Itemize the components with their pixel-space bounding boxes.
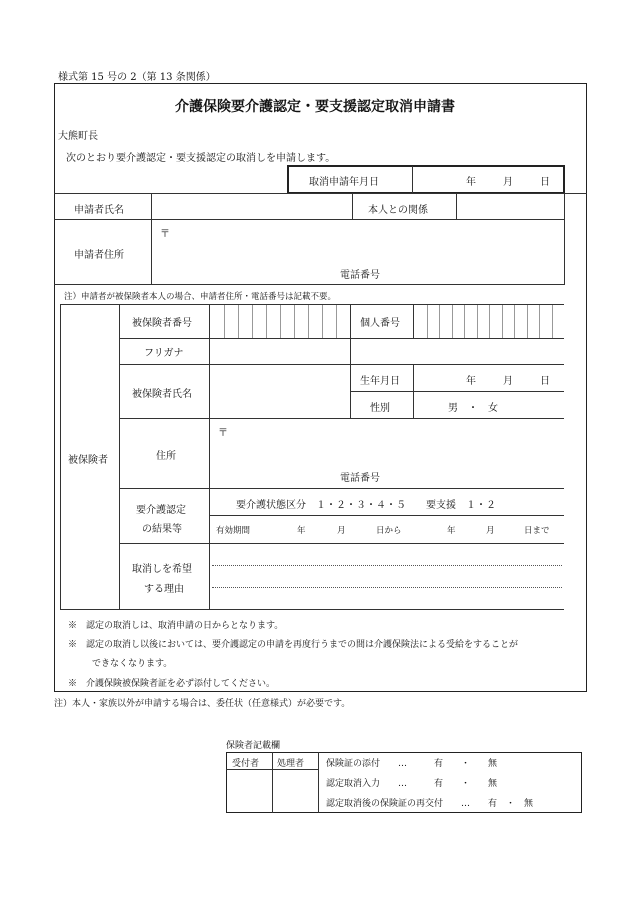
reason-label-line1: 取消しを希望 [132,564,192,575]
validity-month-from: 月 [337,526,346,536]
reason-label-line2: する理由 [144,584,184,595]
receiver-label: 受付者 [232,759,260,769]
note-1: ※ 認定の取消しは、取消申請の日からとなります。 [68,621,284,631]
birth-date-label: 生年月日 [360,376,400,387]
insured-name-field[interactable] [211,366,348,417]
birth-year: 年 [466,376,476,387]
validity-day-to: 日まで [524,526,550,536]
insured-section-label: 被保険者 [68,455,108,466]
validity-label: 有効期間 [216,526,251,536]
applicant-note: 注）申請者が被保険者本人の場合、申請者住所・電話番号は記載不要。 [64,292,337,302]
personal-number-label: 個人番号 [360,318,400,329]
note-2-cont: できなくなります。 [92,659,173,669]
result-label-line1: 要介護認定 [136,505,186,516]
application-date-day: 日 [540,177,550,188]
furigana-field[interactable] [211,340,348,363]
insured-address-label: 住所 [156,451,176,462]
birth-day: 日 [540,376,550,387]
applicant-postal-mark: 〒 [160,229,170,240]
birth-month: 月 [503,376,513,387]
insurer-row-2: 認定取消入力 … 有 ・ 無 [326,779,498,789]
personal-number-field[interactable] [414,305,564,338]
insurer-box-title: 保険者記載欄 [226,741,281,751]
note-2: ※ 認定の取消し以後においては、要介護認定の申請を再度行うまでの間は介護保険法による受給をすることが [68,640,519,650]
care-level-options[interactable]: 要介護状態区分 １・２・３・４・５ 要支援 １・２ [236,500,496,511]
form-title: 介護保険要介護認定・要支援認定取消申請書 [175,99,455,115]
result-label-line2: の結果等 [142,524,182,535]
validity-year-to: 年 [447,526,456,536]
applicant-name-label: 申請者氏名 [74,205,124,216]
sex-label: 性別 [370,403,390,414]
validity-day-from: 日から [376,526,402,536]
validity-year-from: 年 [297,526,306,536]
receiver-stamp-field[interactable] [227,771,271,812]
intro-text: 次のとおり要介護認定・要支援認定の取消しを申請します。 [66,153,336,164]
insurer-row-3: 認定取消後の保険証の再交付 … 有 ・ 無 [326,799,534,809]
relation-label: 本人との関係 [368,205,428,216]
processor-stamp-field[interactable] [273,771,317,812]
applicant-phone-label: 電話番号 [340,270,380,281]
furigana-label: フリガナ [144,348,184,359]
reason-field[interactable] [211,545,562,607]
addressee: 大熊町長 [58,131,98,142]
application-date-month: 月 [503,177,513,188]
applicant-address-label: 申請者住所 [74,250,124,261]
insurer-row-1: 保険証の添付 … 有 ・ 無 [326,759,498,769]
insured-number-field[interactable] [210,305,350,338]
application-date-year: 年 [466,177,476,188]
form-number: 様式第 15 号の 2（第 13 条関係） [58,72,216,83]
insured-number-label: 被保険者番号 [132,318,192,329]
sex-options[interactable]: 男 ・ 女 [448,403,498,414]
application-date-label: 取消申請年月日 [309,177,379,188]
validity-month-to: 月 [486,526,495,536]
insured-postal-mark: 〒 [218,428,228,439]
insured-name-label: 被保険者氏名 [132,389,192,400]
insured-phone-label: 電話番号 [340,473,380,484]
note-3: ※ 介護保険被保険者証を必ず添付してください。 [68,679,276,689]
relation-field[interactable] [458,195,562,217]
footer-note: 注）本人・家族以外が申請する場合は、委任状（任意様式）が必要です。 [54,699,351,709]
insured-address-field[interactable] [211,420,562,486]
applicant-name-field[interactable] [153,195,350,217]
processor-label: 処理者 [277,759,305,769]
